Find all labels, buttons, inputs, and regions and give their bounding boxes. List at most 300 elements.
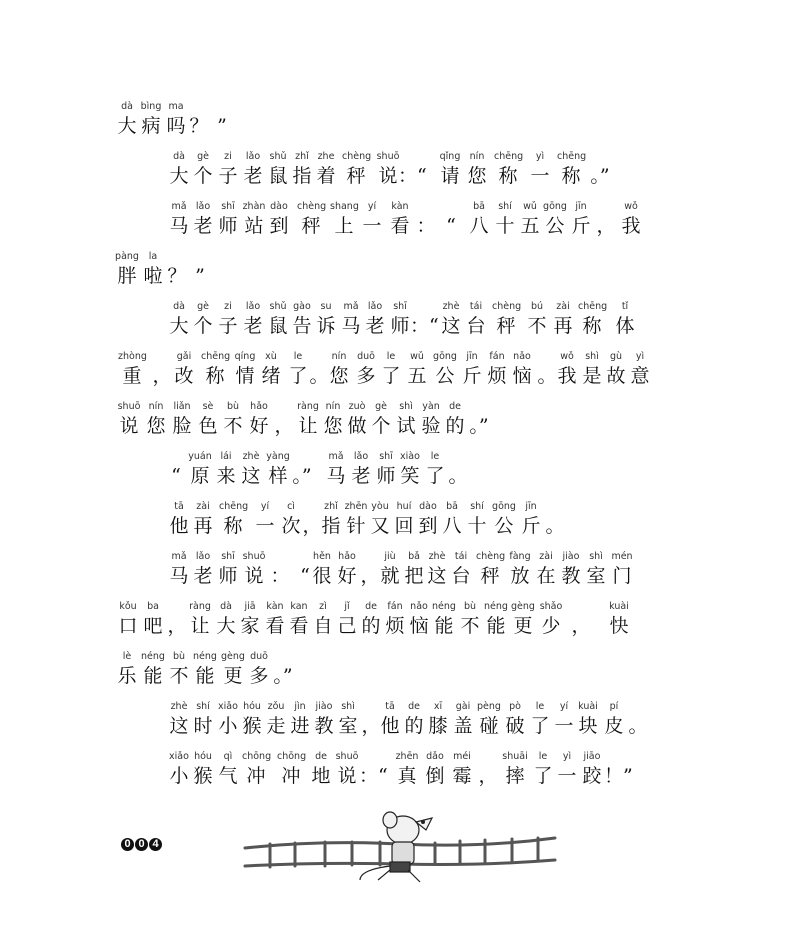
hanzi: 破 — [505, 715, 525, 737]
pinyin: shǎo — [539, 601, 563, 612]
hanzi: 这 — [241, 465, 261, 487]
hanzi: 绪 — [261, 365, 281, 387]
pinyin: huí — [396, 501, 412, 512]
hanzi: 重 — [122, 365, 142, 387]
pinyin: shì — [585, 351, 599, 362]
ruby-character — [189, 500, 217, 538]
ruby-character — [449, 700, 477, 738]
hanzi: 了 — [533, 765, 553, 787]
pinyin: shuō — [335, 751, 359, 762]
hanzi: 脸 — [172, 415, 192, 437]
hanzi: 您 — [323, 415, 343, 437]
hanzi: 进 — [290, 715, 310, 737]
ruby-character — [168, 400, 196, 438]
hanzi: 冲 — [246, 765, 266, 787]
hanzi: 到 — [418, 515, 438, 537]
ruby-character — [277, 750, 305, 788]
page-number — [121, 838, 162, 851]
hanzi: 样 — [268, 465, 288, 487]
pinyin: wǒ — [560, 351, 574, 362]
pinyin: pèng — [477, 701, 501, 712]
hanzi: 吧 — [143, 615, 163, 637]
pinyin: jiù — [384, 551, 396, 562]
ruby-character — [361, 300, 389, 338]
pinyin: la — [148, 251, 158, 262]
pinyin: shuāi — [502, 751, 528, 762]
ruby-character — [526, 150, 554, 188]
pinyin: shí — [196, 701, 210, 712]
ruby-character — [219, 500, 247, 538]
hanzi: 这 — [427, 565, 447, 587]
ruby-character — [265, 200, 293, 238]
hanzi: 请 — [440, 165, 460, 187]
hanzi: 色 — [198, 415, 218, 437]
ruby-character — [405, 600, 433, 638]
hanzi: 秤 — [346, 165, 366, 187]
pinyin: ràng — [297, 401, 319, 412]
hanzi: 老 — [193, 565, 213, 587]
ruby-character — [189, 150, 217, 188]
hanzi: 公 — [494, 515, 514, 537]
ruby-character — [463, 500, 491, 538]
hanzi: 针 — [346, 515, 366, 537]
ruby-character — [403, 350, 431, 388]
pinyin — [437, 200, 465, 214]
pinyin: kuài — [578, 701, 598, 712]
punctuation — [410, 300, 438, 338]
hanzi: 看 — [390, 215, 410, 237]
punctuation — [624, 700, 652, 738]
pinyin: hǎo — [250, 401, 268, 412]
hanzi: 的 — [445, 415, 465, 437]
hanzi: 验 — [421, 415, 441, 437]
pinyin — [186, 250, 214, 264]
ruby-character — [191, 650, 219, 688]
hanzi: 一 — [530, 165, 550, 187]
ruby-character — [236, 600, 264, 638]
ruby-character — [492, 300, 520, 338]
ruby-character — [214, 200, 242, 238]
pinyin: shí — [470, 501, 484, 512]
pinyin — [266, 550, 294, 564]
hanzi: 您 — [146, 415, 166, 437]
pinyin: gèng — [221, 651, 245, 662]
ruby-character — [239, 300, 267, 338]
pinyin: gōng — [543, 201, 567, 212]
hanzi: 时 — [193, 715, 213, 737]
ruby-character — [214, 550, 242, 588]
ruby-character — [237, 450, 265, 488]
hanzi: 地 — [311, 765, 331, 787]
hanzi: 室 — [586, 565, 606, 587]
ruby-character — [553, 750, 581, 788]
pinyin: fàng — [509, 551, 531, 562]
hanzi: 大 — [169, 165, 189, 187]
pinyin — [465, 400, 493, 414]
ruby-character — [219, 650, 247, 688]
hanzi: 不 — [169, 665, 189, 687]
pinyin: dà — [173, 151, 185, 162]
hanzi: 室 — [338, 715, 358, 737]
ruby-character — [578, 300, 606, 338]
hanzi: 好 — [249, 415, 269, 437]
hanzi: 八 — [469, 215, 489, 237]
pinyin: nín — [469, 151, 485, 162]
ruby-character — [118, 350, 146, 388]
hanzi: 马 — [169, 565, 189, 587]
ruby-character — [567, 200, 595, 238]
hanzi: 说 — [244, 565, 264, 587]
ruby-character — [358, 200, 386, 238]
pinyin: shī — [221, 201, 235, 212]
pinyin: gè — [375, 401, 387, 412]
hanzi: ！” — [604, 765, 633, 787]
pinyin: zuò — [348, 401, 366, 412]
pinyin — [208, 100, 236, 114]
hanzi: 老 — [243, 315, 263, 337]
ruby-character — [189, 700, 217, 738]
ruby-character — [245, 400, 273, 438]
hanzi: 我 — [621, 215, 641, 237]
hanzi: 乐 — [117, 665, 137, 687]
pinyin: nín — [148, 401, 164, 412]
hanzi: ” — [217, 115, 227, 137]
pinyin — [592, 200, 620, 214]
hanzi: 。 — [448, 465, 468, 487]
pinyin: kuài — [609, 601, 629, 612]
pinyin: shī — [393, 301, 407, 312]
ruby-character — [508, 350, 536, 388]
hanzi: 跤 — [582, 765, 602, 787]
pinyin: mǎ — [171, 551, 187, 562]
pinyin: chēng — [219, 501, 249, 512]
ruby-character — [113, 650, 141, 688]
pinyin: néng — [432, 601, 456, 612]
hanzi: 让 — [298, 415, 318, 437]
pinyin: bù — [226, 401, 240, 412]
pinyin: le — [386, 351, 396, 362]
pinyin: zi — [224, 301, 232, 312]
punctuation — [444, 450, 472, 488]
hanzi: 烦 — [385, 615, 405, 637]
pinyin: hóu — [194, 751, 212, 762]
pinyin: bā — [446, 501, 458, 512]
hanzi: 子 — [218, 165, 238, 187]
hanzi: 一 — [362, 215, 382, 237]
pinyin: néng — [141, 651, 165, 662]
pinyin: jīn — [575, 201, 587, 212]
hanzi: 是 — [582, 365, 602, 387]
pinyin: chèng — [476, 551, 506, 562]
hanzi: 秤 — [480, 565, 500, 587]
hanzi: 称 — [223, 515, 243, 537]
ruby-character — [294, 400, 322, 438]
ruby-character — [475, 700, 503, 738]
pinyin — [444, 450, 472, 464]
pinyin: néng — [484, 601, 508, 612]
pinyin: tái — [454, 551, 468, 562]
ruby-character — [523, 300, 551, 338]
pinyin: kàn — [266, 601, 284, 612]
ruby-character — [476, 550, 504, 588]
ruby-character — [582, 550, 610, 588]
hanzi: 。 — [537, 365, 557, 387]
pinyin — [624, 700, 652, 714]
ruby-character — [194, 400, 222, 438]
ruby-character — [516, 200, 544, 238]
pinyin: wǔ — [410, 351, 424, 362]
hanzi: 老 — [243, 165, 263, 187]
ruby-character — [557, 550, 585, 588]
ruby-character — [142, 400, 170, 438]
pinyin: lè — [122, 651, 132, 662]
pinyin: duō — [250, 651, 268, 662]
pinyin: dào — [419, 501, 437, 512]
hanzi: 倒 — [425, 765, 445, 787]
pinyin: bìng — [140, 101, 162, 112]
pinyin — [269, 650, 297, 664]
hanzi: 站 — [244, 215, 264, 237]
pinyin: jiāo — [583, 751, 601, 762]
pinyin: pí — [609, 701, 619, 712]
ruby-character — [553, 350, 581, 388]
ruby-character — [297, 200, 325, 238]
pinyin: chèng — [297, 201, 327, 212]
pinyin — [474, 750, 502, 764]
pinyin: le — [538, 751, 548, 762]
hanzi: 己 — [337, 615, 357, 637]
ruby-character — [392, 400, 420, 438]
hanzi: 一 — [557, 765, 577, 787]
hanzi: 您 — [329, 365, 349, 387]
hanzi: 秤 — [301, 215, 321, 237]
hanzi: ， — [274, 415, 294, 437]
hanzi: 把 — [404, 565, 424, 587]
punctuation — [567, 600, 595, 638]
hanzi: 师 — [218, 215, 238, 237]
pinyin: yí — [260, 501, 270, 512]
ruby-character — [317, 500, 345, 538]
hanzi: 碰 — [479, 715, 499, 737]
pinyin: pàng — [115, 251, 139, 262]
hanzi: ， — [596, 215, 616, 237]
pinyin: jiā — [244, 601, 256, 612]
pinyin — [412, 200, 440, 214]
pinyin: ba — [147, 601, 159, 612]
pinyin: zhēn — [344, 501, 368, 512]
hanzi: 大 — [117, 115, 137, 137]
ruby-character — [240, 200, 268, 238]
ruby-character — [113, 250, 141, 288]
pinyin: mén — [611, 551, 633, 562]
pinyin: nín — [331, 351, 347, 362]
pinyin: tái — [469, 301, 483, 312]
pinyin: gōng — [492, 501, 516, 512]
pinyin: shuō — [117, 401, 141, 412]
punctuation — [288, 450, 316, 488]
hanzi: 让 — [190, 615, 210, 637]
pinyin: su — [320, 301, 332, 312]
pinyin: zi — [224, 151, 232, 162]
pinyin — [567, 600, 595, 614]
hanzi: 秤 — [496, 315, 516, 337]
hanzi: 走 — [266, 715, 286, 737]
hanzi: 次 — [281, 515, 301, 537]
pinyin: sè — [202, 401, 214, 412]
pinyin — [604, 750, 632, 764]
hanzi: 鼠 — [268, 315, 288, 337]
ruby-character — [611, 300, 639, 338]
hanzi: 的 — [404, 715, 424, 737]
pinyin: chèng — [492, 301, 522, 312]
hanzi: 老 — [351, 465, 371, 487]
pinyin: chēng — [557, 151, 587, 162]
hanzi: 个 — [371, 415, 391, 437]
hanzi: 他 — [169, 515, 189, 537]
pinyin: dǎo — [426, 751, 444, 762]
pinyin: shuō — [376, 151, 400, 162]
hanzi: 这 — [441, 315, 461, 337]
ruby-character — [325, 350, 353, 388]
pinyin: xiǎo — [169, 751, 189, 762]
pinyin: le — [535, 701, 545, 712]
ruby-character — [490, 500, 518, 538]
ruby-character — [342, 150, 370, 188]
pinyin: qǐng — [439, 151, 461, 162]
pinyin: xiǎo — [218, 701, 238, 712]
pinyin: mǎ — [171, 201, 187, 212]
hanzi: 口 — [118, 615, 138, 637]
hanzi: 教 — [561, 565, 581, 587]
hanzi: 。” — [292, 465, 312, 487]
ruby-character — [214, 750, 242, 788]
ruby-character — [483, 350, 511, 388]
ruby-character — [367, 400, 395, 438]
ruby-character — [231, 350, 259, 388]
hanzi: 摔 — [505, 765, 525, 787]
pinyin: chōng — [242, 751, 272, 762]
pinyin: shí — [498, 201, 512, 212]
hanzi: 试 — [396, 415, 416, 437]
ruby-character — [501, 700, 529, 738]
hanzi: 门 — [612, 565, 632, 587]
hanzi: 师 — [218, 565, 238, 587]
ruby-character — [537, 600, 565, 638]
hanzi: 台 — [451, 565, 471, 587]
pinyin: zhàn — [242, 201, 266, 212]
hanzi: 笑 — [400, 465, 420, 487]
hanzi: 能 — [143, 665, 163, 687]
hanzi: 他 — [380, 715, 400, 737]
pinyin: zhe — [317, 151, 335, 162]
pinyin: xiào — [400, 451, 420, 462]
hanzi: ： — [416, 215, 436, 237]
hanzi: 意 — [630, 365, 650, 387]
page-digit: 0 — [121, 838, 134, 851]
hanzi: 能 — [486, 615, 506, 637]
pinyin: gào — [293, 301, 311, 312]
pinyin: chōng — [277, 751, 307, 762]
hanzi: 称 — [205, 365, 225, 387]
hanzi: 小 — [169, 765, 189, 787]
pinyin: yàng — [266, 451, 290, 462]
ruby-character — [186, 450, 214, 488]
hanzi: 称 — [498, 165, 518, 187]
pinyin: zài — [196, 501, 210, 512]
hanzi: ：“ — [410, 315, 439, 337]
hanzi: “ — [171, 465, 181, 487]
hanzi: 着 — [316, 165, 336, 187]
pinyin: zài — [539, 551, 553, 562]
hanzi: ：“ — [398, 165, 427, 187]
pinyin: gù — [609, 351, 623, 362]
pinyin: duō — [357, 351, 375, 362]
pinyin: jiào — [562, 551, 580, 562]
hanzi: ， — [360, 565, 380, 587]
hanzi: 大 — [216, 615, 236, 637]
pinyin: chēng — [201, 351, 231, 362]
hanzi: 不 — [527, 315, 547, 337]
hanzi: 多 — [249, 665, 269, 687]
ruby-character — [347, 450, 375, 488]
ruby-character — [189, 750, 217, 788]
hanzi: 小 — [218, 715, 238, 737]
hanzi: 在 — [536, 565, 556, 587]
ruby-character — [312, 300, 340, 338]
pinyin: hěn — [313, 551, 331, 562]
pinyin: nǎo — [513, 351, 531, 362]
ruby-character — [509, 600, 537, 638]
hanzi: 称 — [582, 315, 602, 337]
pinyin: fán — [387, 601, 403, 612]
ruby-character — [424, 700, 452, 738]
hanzi: 能 — [434, 615, 454, 637]
hanzi: 真 — [397, 765, 417, 787]
pinyin: gǎi — [176, 351, 192, 362]
pinyin: shì — [341, 701, 355, 712]
hanzi: “ — [446, 215, 456, 237]
pinyin: yuán — [188, 451, 212, 462]
hanzi: 少 — [541, 615, 561, 637]
ruby-character — [170, 350, 198, 388]
hanzi: 诉 — [316, 315, 336, 337]
hanzi: 冲 — [281, 765, 301, 787]
pinyin: jìn — [294, 701, 306, 712]
hanzi: 鼠 — [268, 165, 288, 187]
pinyin: de — [408, 701, 420, 712]
pinyin — [398, 150, 426, 164]
ruby-character — [541, 200, 569, 238]
hanzi: 故 — [606, 365, 626, 387]
pinyin: kàn — [391, 201, 409, 212]
hanzi: 就 — [380, 565, 400, 587]
hanzi: 公 — [435, 365, 455, 387]
pinyin: shuō — [242, 551, 266, 562]
hanzi: 一 — [255, 515, 275, 537]
ruby-character — [322, 450, 350, 488]
pinyin: yí — [559, 701, 569, 712]
pinyin: yì — [635, 351, 645, 362]
ruby-character — [312, 150, 340, 188]
hanzi: 多 — [356, 365, 376, 387]
ruby-character — [456, 600, 484, 638]
ruby-character — [189, 300, 217, 338]
hanzi: 回 — [394, 515, 414, 537]
punctuation — [269, 650, 297, 688]
hanzi: 您 — [467, 165, 487, 187]
hanzi: 师 — [376, 465, 396, 487]
punctuation — [541, 500, 569, 538]
